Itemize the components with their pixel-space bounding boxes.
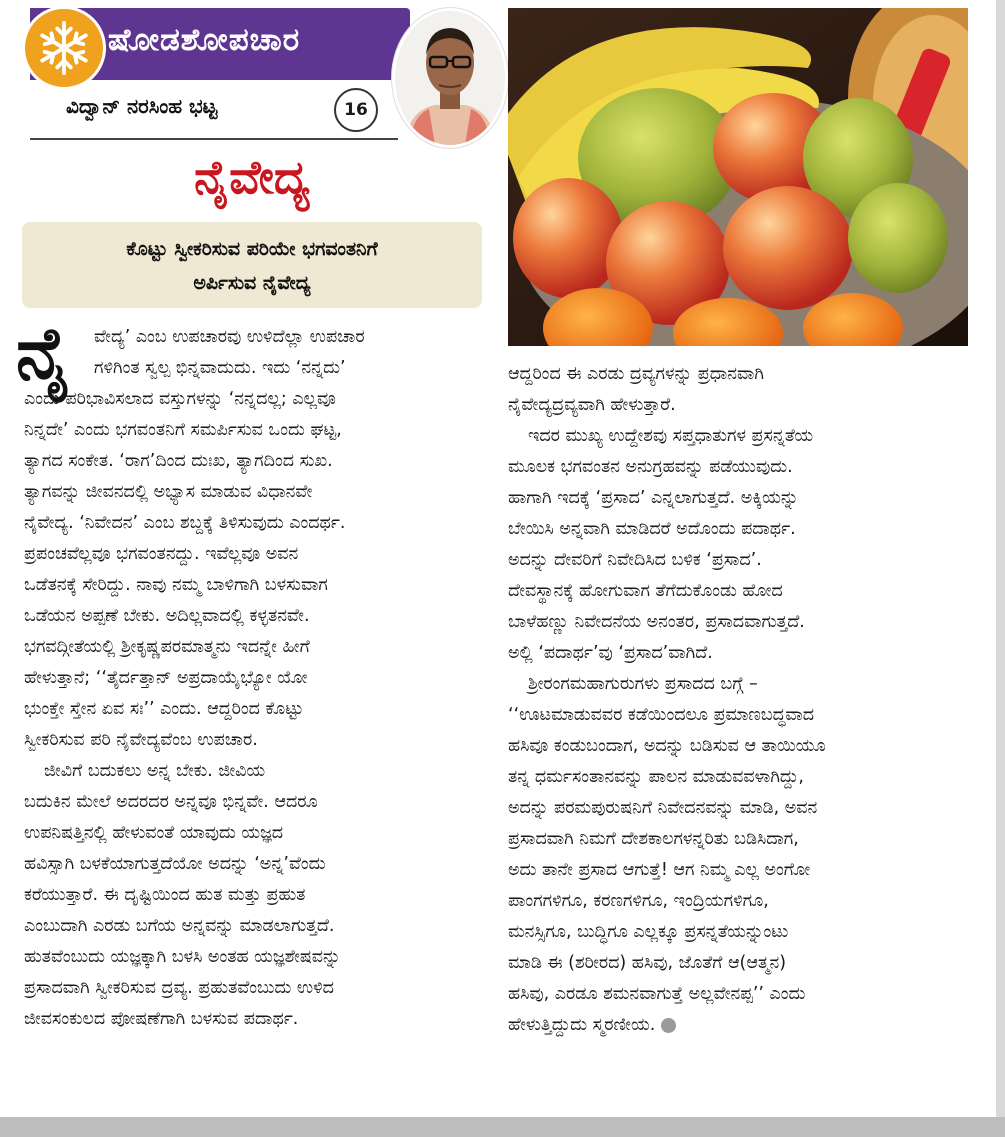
page-edge (996, 0, 1005, 1117)
text-line: ಸ್ವೀಕರಿಸುವ ಪರಿ ನೈವೇದ್ಯವೆಂಬ ಉಪಚಾರ. (24, 730, 258, 750)
text-line: ನೈವೇದ್ಯ. ‘ನಿವೇದನ’ ಎಂಬ ಶಬ್ದಕ್ಕೆ ತಿಳಿಸುವುದು ಎಂದರ್ಥ. (24, 513, 346, 533)
text-line: ಹೇಳುತ್ತಾನೆ; ‘‘ತೈರ್ದತ್ತಾನ್ ಅಪ್ರದಾಯೈಭ್ಯೋ ಯೋ (24, 668, 308, 688)
snowflake-icon (35, 19, 93, 77)
fruit-bowl-image (508, 8, 968, 346)
text-line: ಪ್ರಸಾದವಾಗಿ ಸ್ವೀಕರಿಸುವ ದ್ರವ್ಯ. ಪ್ರಹುತವೆಂಬುದು ಉಳಿದ (24, 978, 334, 998)
text-line: ಮೂಲಕ ಭಗವಂತನ ಅನುಗ್ರಹವನ್ನು ಪಡೆಯುವುದು. (508, 457, 793, 477)
text-line: ಪ್ರಸಾದವಾಗಿ ನಿಮಗೆ ದೇಶಕಾಲಗಳನ್ನರಿತು ಬಡಿಸಿದಾಗ, (508, 829, 799, 849)
part-number: 16 (334, 88, 378, 132)
text-line: ಎಂಬುದಾಗಿ ಎರಡು ಬಗೆಯ ಅನ್ನವನ್ನು ಮಾಡಲಾಗುತ್ತದೆ. (24, 916, 335, 936)
text-line: ಭುಂಕ್ತೇ ಸ್ತೇನ ಏವ ಸಃ’’ ಎಂದು. ಆದ್ದರಿಂದ ಕೊಟ್ಟು (24, 699, 304, 719)
text-line: ಆದ್ದರಿಂದ ಈ ಎರಡು ದ್ರವ್ಯಗಳನ್ನು ಪ್ರಧಾನವಾಗಿ (508, 364, 764, 384)
text-line: ದೇವಸ್ಥಾನಕ್ಕೆ ಹೋಗುವಾಗ ತೆಗೆದುಕೊಂಡು ಹೋದ (508, 581, 783, 601)
text-line: ಬಾಳೆಹಣ್ಣು ನಿವೇದನೆಯ ಅನಂತರ, ಪ್ರಸಾದವಾಗುತ್ತದೆ. (508, 612, 805, 632)
subheadline-line: ಕೊಟ್ಟು ಸ್ವೀಕರಿಸುವ ಪರಿಯೇ ಭಗವಂತನಿಗೆ (126, 238, 378, 260)
text-line: ಕರೆಯುತ್ತಾರೆ. ಈ ದೃಷ್ಟಿಯಿಂದ ಹುತ ಮತ್ತು ಪ್ರಹುತ (24, 885, 306, 905)
text-line: ಗಳಿಗಿಂತ ಸ್ವಲ್ಪ ಭಿನ್ನವಾದುದು. ಇದು ‘ನನ್ನದು’ (94, 358, 346, 378)
text-line: ಮಾಡಿ ಈ (ಶರೀರದ) ಹಸಿವು, ಜೊತೆಗೆ ಆ(ಆತ್ಮನ) (508, 953, 787, 973)
text-line: ‘‘ಊಟಮಾಡುವವರ ಕಡೆಯಿಂದಲೂ ಪ್ರಮಾಣಬದ್ಧವಾದ (508, 705, 815, 725)
text-line: ಹುತವೆಂಬುದು ಯಜ್ಞಕ್ಕಾಗಿ ಬಳಸಿ ಅಂತಹ ಯಜ್ಞಶೇಷವನ್ನು (24, 947, 341, 967)
text-line: ಅದು ತಾನೇ ಪ್ರಸಾದ ಆಗುತ್ತೆ! ಆಗ ನಿಮ್ಮ ಎಲ್ಲ ಅಂಗೋ (508, 860, 811, 880)
text-line: ಭಗವದ್ಗೀತೆಯಲ್ಲಿ ಶ್ರೀಕೃಷ್ಣಪರಮಾತ್ಮನು ಇದನ್ನೇ ಹೀಗೆ (24, 637, 310, 657)
text-line: ನಿನ್ನದೇ’ ಎಂದು ಭಗವಂತನಿಗೆ ಸಮರ್ಪಿಸುವ ಒಂದು ಘಟ್ಟ, (24, 420, 342, 440)
text-line: ಹವಿಸ್ಸಾಗಿ ಬಳಕೆಯಾಗುತ್ತದೆಯೋ ಅದನ್ನು ‘ಅನ್ನ’ವೆಂದು (24, 854, 326, 874)
text-line: ತ್ಯಾಗವನ್ನು ಜೀವನದಲ್ಲಿ ಅಭ್ಯಾಸ ಮಾಡುವ ವಿಧಾನವೇ (24, 482, 313, 502)
page-bottom-strip (0, 1117, 1005, 1137)
text-line: ಶ್ರೀರಂಗಮಹಾಗುರುಗಳು ಪ್ರಸಾದದ ಬಗ್ಗೆ – (528, 674, 758, 694)
text-line: ಎಂದು ಪರಿಭಾವಿಸಲಾದ ವಸ್ತುಗಳನ್ನು ‘ನನ್ನದಲ್ಲ; ಎಲ್ಲವೂ (24, 389, 336, 409)
text-line: ಹಸಿವೂ ಕಂಡುಬಂದಾಗ, ಅದನ್ನು ಬಡಿಸುವ ಆ ತಾಯಿಯೂ (508, 736, 826, 756)
text-line: ಹಸಿವು, ಎರಡೂ ಶಮನವಾಗುತ್ತೆ ಅಲ್ಲವೇನಪ್ಪ’’ ಎಂದು (508, 984, 806, 1004)
drop-cap: ನೈ (16, 311, 72, 395)
text-line: ಜೀವಿಗೆ ಬದುಕಲು ಅನ್ನ ಬೇಕು. ಜೀವಿಯ (44, 761, 266, 781)
text-line: ಹಾಗಾಗಿ ಇದಕ್ಕೆ ‘ಪ್ರಸಾದ’ ಎನ್ನಲಾಗುತ್ತದೆ. ಅಕ್ಕಿಯನ್ನು (508, 488, 799, 508)
article-left-column (24, 322, 494, 1035)
text-line: ಅಲ್ಲಿ ‘ಪದಾರ್ಥ’ವು ‘ಪ್ರಸಾದ’ವಾಗಿದೆ. (508, 643, 713, 663)
text-line: ಪಾಂಗಗಳಿಗೂ, ಕರಣಗಳಿಗೂ, ಇಂದ್ರಿಯಗಳಿಗೂ, (508, 891, 769, 911)
header-rule (30, 138, 398, 140)
text-line: ಇದರ ಮುಖ್ಯ ಉದ್ದೇಶವು ಸಪ್ತಧಾತುಗಳ ಪ್ರಸನ್ನತೆಯ (528, 426, 814, 446)
text-line: ಜೀವಸಂಕುಲದ ಪೋಷಣೆಗಾಗಿ ಬಳಸುವ ಪದಾರ್ಥ. (24, 1009, 299, 1029)
author-photo (392, 8, 508, 148)
article-end-dot (661, 1018, 676, 1033)
column-title: ಷೋಡಶೋಪಚಾರ (108, 22, 301, 58)
text-line: ತನ್ನ ಧರ್ಮಸಂತಾನವನ್ನು ಪಾಲನ ಮಾಡುವವಳಾಗಿದ್ದು, (508, 767, 804, 787)
text-line: ಅದನ್ನು ದೇವರಿಗೆ ನಿವೇದಿಸಿದ ಬಳಿಕ ‘ಪ್ರಸಾದ’. (508, 550, 762, 570)
text-line: ಬೇಯಿಸಿ ಅನ್ನವಾಗಿ ಮಾಡಿದರೆ ಅದೊಂದು ಪದಾರ್ಥ. (508, 519, 796, 539)
text-line: ಒಡೆತನಕ್ಕೆ ಸೇರಿದ್ದು. ನಾವು ನಮ್ಮ ಬಾಳಿಗಾಗಿ ಬಳಸುವಾಗ (24, 575, 328, 595)
text-line: ಅದನ್ನು ಪರಮಪುರುಷನಿಗೆ ನಿವೇದನವನ್ನು ಮಾಡಿ, ಅವನ (508, 798, 818, 818)
author-name: ವಿದ್ವಾನ್ ನರಸಿಂಹ ಭಟ್ಟ (66, 94, 218, 118)
text-line: ಪ್ರಪಂಚವೆಲ್ಲವೂ ಭಗವಂತನದ್ದು. ಇವೆಲ್ಲವೂ ಅವನ (24, 544, 299, 564)
article-headline: ನೈವೇದ್ಯ (194, 150, 310, 204)
text-line-last (508, 1010, 972, 1041)
text-line: ವೇದ್ಯ’ ಎಂಬ ಉಪಚಾರವು ಉಳಿದೆಲ್ಲಾ ಉಪಚಾರ (94, 327, 365, 347)
text-line: ಹೇಳುತ್ತಿದ್ದುದು ಸ್ಮರಣೀಯ. (508, 1015, 656, 1035)
text-line: ಮನಸ್ಸಿಗೂ, ಬುದ್ಧಿಗೂ ಎಲ್ಲಕ್ಕೂ ಪ್ರಸನ್ನತೆಯನ್ನುಂಟು (508, 922, 789, 942)
text-line: ಒಡೆಯನ ಅಪ್ಪಣೆ ಬೇಕು. ಅದಿಲ್ಲವಾದಲ್ಲಿ ಕಳ್ಳತನವೇ. (24, 606, 310, 626)
text-line: ಬದುಕಿನ ಮೇಲೆ ಅದರದರ ಅನ್ನವೂ ಭಿನ್ನವೇ. ಆದರೂ (24, 792, 318, 812)
column-badge (22, 6, 106, 90)
article-right-column (508, 359, 972, 1041)
subheadline-line: ಅರ್ಪಿಸುವ ನೈವೇದ್ಯ (193, 272, 311, 294)
text-line: ತ್ಯಾಗದ ಸಂಕೇತ. ‘ರಾಗ’ದಿಂದ ದುಃಖ, ತ್ಯಾಗದಿಂದ ಸುಖ. (24, 451, 333, 471)
article-subheadline (22, 222, 482, 308)
text-line: ನೈವೇದ್ಯದ್ರವ್ಯವಾಗಿ ಹೇಳುತ್ತಾರೆ. (508, 395, 676, 415)
text-line: ಉಪನಿಷತ್ತಿನಲ್ಲಿ ಹೇಳುವಂತೆ ಯಾವುದು ಯಜ್ಞದ (24, 823, 284, 843)
